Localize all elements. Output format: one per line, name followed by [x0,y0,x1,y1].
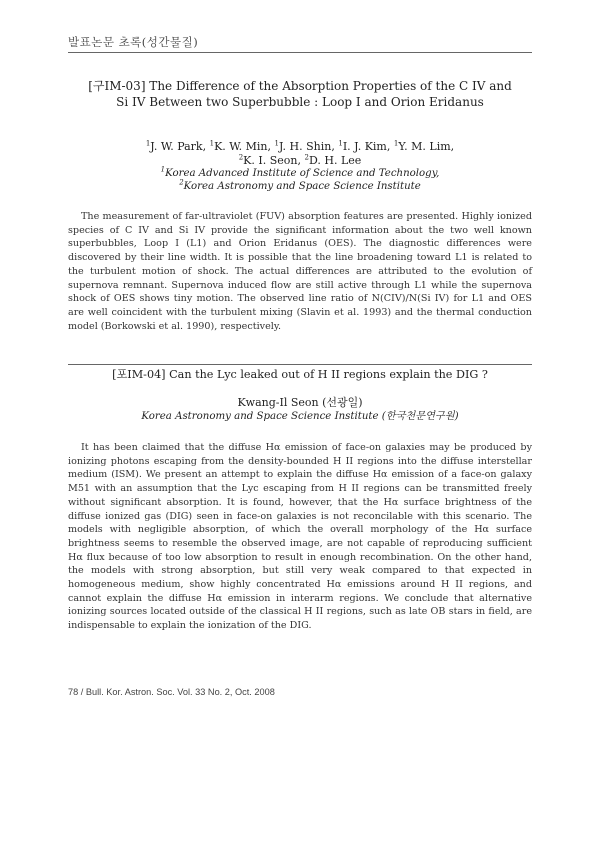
abstract-im-03 [68,78,532,333]
page-footer-citation: 78 / Bull. Kor. Astron. Soc. Vol. 33 No. 2, Oct. 2008 [68,687,275,697]
affiliation-name: Korea Astronomy and Space Science Institute [183,180,421,192]
abstract-title-line: Si IV Between two Superbubble : Loop I and Orion Eridanus [116,95,484,109]
affil-marker: 2 [238,153,244,162]
abstract-body: It has been claimed that the diffuse Hα emission of face-on galaxies may be produced by ionizing photons escaping from the density-bounded H II regions into the diffuse interstellar medium (ISM). We present an attempt to explain the diffuse Hα emission of a face-on galaxy M51 with an assumption that the Lyc escaping from H II regions can be transmitted freely without significant absorption. It is found, however, that the Hα surface brightness of the diffuse ionized gas (DIG) seen in face-on galaxies is not reconcilable with this scenario. The models with negligible absorption, of which the overall morphology of the Hα surface brightness seems to resemble the observed image, are not capable of reproducing sufficient Hα flux because of too low absorption to result in enough recombination. On the other hand, the models with strong absorption, but still very weak compared to that expected in homogeneous medium, show highly concentrated Hα emissions around H II regions, and cannot explain the diffuse Hα emission in interarm regions. We conclude that alternative ionizing sources located outside of the classical H II regions, such as late OB stars in field, are indispensable to explain the ionization of the DIG. [68,442,532,632]
author-name: K. W. Min, [214,140,275,153]
affil-marker: 1 [274,139,279,148]
affil-marker: 2 [179,178,184,187]
affiliation [68,178,532,194]
affil-marker: 2 [304,153,309,162]
abstract-title [68,78,532,110]
header-divider [68,52,532,53]
author-name: Kwang-Il Seon (선광일) [237,396,363,409]
affil-marker: 1 [209,139,215,148]
affiliation [68,165,532,181]
author-line [68,154,532,168]
author-line [68,140,532,154]
affiliation-name: Korea Advanced Institute of Science and Technology, [165,168,440,179]
abstract-title: [포IM-04] Can the Lyc leaked out of H II regions explain the DIG ? [112,368,488,381]
section-header: 발표논문 초록(성간물질) [68,35,199,49]
author-name: I. J. Kim, [342,140,394,153]
affil-marker: 1 [338,139,343,148]
author-name: Y. M. Lim, [398,140,455,153]
author-name: J. H. Shin, [278,140,339,153]
affil-marker: 1 [160,165,166,174]
author-list [68,140,532,168]
affiliation-list [68,165,532,193]
author-name: J. W. Park, [150,140,210,153]
abstract-body: The measurement of far-ultraviolet (FUV) absorption features are presented. Highly ionized species of C IV and Si IV provide the significant information about the two well known superbubbles, Loop I (L1) and Orion Eridanus (OES). The diagnostic differences were discovered by their line width. It is possible that the line broadening toward L1 is related to the turbulent motion of shock. The actual differences are attributed to the evolution of supernova remnant. Supernova induced flow are still active through L1 while the supernova shock of OES shows tiny motion. The observed line ratio of N(CIV)/N(Si IV) for L1 and OES are well coincident with the turbulent mixing (Slavin et al. 1993) and the thermal conduction model (Borkowski et al. 1990), respectively. [68,211,532,332]
affiliation-name: Korea Astronomy and Space Science Institute (한국천문연구원) [141,411,459,422]
abstract-im-04 [68,368,532,633]
author-name: D. H. Lee [308,154,362,167]
author-name: K. I. Seon, [243,154,305,167]
section-divider [68,364,532,365]
affil-marker: 1 [393,139,399,148]
affil-marker: 1 [145,139,151,148]
abstract-title-line: [구IM-03] The Difference of the Absorption Properties of the C IV and [88,79,512,93]
